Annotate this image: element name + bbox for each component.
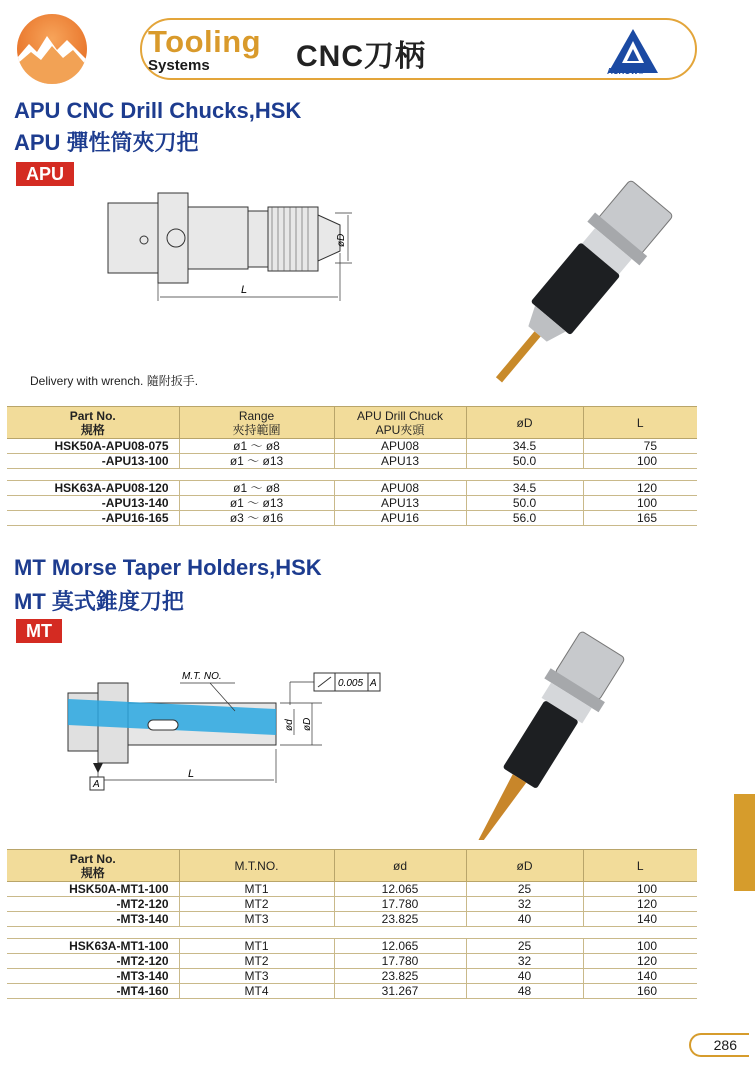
section2-badge: MT xyxy=(16,619,62,643)
col-header-part-no: Part No. 規格 xyxy=(7,407,179,439)
dim-d-label: ød xyxy=(284,719,295,731)
section1-badge: APU xyxy=(16,162,74,186)
table-cell: MT1 xyxy=(179,939,334,954)
table-row xyxy=(7,954,697,969)
table-row xyxy=(7,897,697,912)
table-cell: APU13 xyxy=(334,496,466,511)
brand-sub: Systems xyxy=(148,57,210,74)
table-cell: 50.0 xyxy=(466,496,583,511)
col-header-d: ød xyxy=(334,850,466,882)
table-row xyxy=(7,969,697,984)
spacer-cell xyxy=(466,927,583,939)
delivery-note: Delivery with wrench. 隨附扳手. xyxy=(30,374,199,388)
table-cell: 40 xyxy=(466,969,583,984)
table-cell: 25 xyxy=(466,882,583,897)
company-logo xyxy=(17,14,87,84)
table-cell: 25 xyxy=(466,939,583,954)
col-header-D-2: øD xyxy=(466,850,583,882)
table-row xyxy=(7,939,697,954)
page-number: 286 xyxy=(689,1033,749,1057)
table-cell: MT4 xyxy=(179,984,334,999)
table-cell: HSK63A-APU08-120 xyxy=(7,481,179,496)
table-row xyxy=(7,481,697,496)
table-cell: HSK50A-APU08-075 xyxy=(7,439,179,454)
col-header-L-2: L xyxy=(583,850,697,882)
table-cell: 140 xyxy=(583,912,697,927)
page-title: CNC刀柄 xyxy=(296,40,426,73)
dim-D-label: øD xyxy=(336,233,347,247)
table-cell: 165 xyxy=(583,511,697,526)
table-cell: 12.065 xyxy=(334,882,466,897)
section2-title-en: MT Morse Taper Holders,HSK xyxy=(14,555,322,580)
table-cell: 120 xyxy=(583,954,697,969)
table-cell: 120 xyxy=(583,897,697,912)
chapter-side-tab xyxy=(734,794,755,891)
table-cell: 50.0 xyxy=(466,454,583,469)
spacer-cell xyxy=(583,927,697,939)
section1-title-cn: APU 彈性筒夾刀把 xyxy=(14,130,199,155)
table-row xyxy=(7,496,697,511)
table-cell: -MT2-120 xyxy=(7,897,179,912)
table-cell: 100 xyxy=(583,882,697,897)
dim-L-label: L xyxy=(241,284,248,296)
section1-title-en: APU CNC Drill Chucks,HSK xyxy=(14,98,302,123)
table-cell: HSK63A-MT1-100 xyxy=(7,939,179,954)
spacer-cell xyxy=(179,927,334,939)
table-cell: MT3 xyxy=(179,912,334,927)
col-header-range: Range 夾持範圍 xyxy=(179,407,334,439)
table-cell: 75 xyxy=(583,439,697,454)
acrow-logo-text: ACROW® xyxy=(607,67,644,76)
table-cell: 100 xyxy=(583,939,697,954)
datum-ref: A xyxy=(370,678,377,689)
mt-no-label: M.T. NO. xyxy=(182,671,222,682)
table-cell: 120 xyxy=(583,481,697,496)
table-cell: -MT3-140 xyxy=(7,912,179,927)
table-cell: ø1 ～ ø13 xyxy=(179,454,334,469)
apu-chuck-photo xyxy=(445,165,695,385)
spacer-cell xyxy=(583,469,697,481)
table-cell: MT1 xyxy=(179,882,334,897)
table-cell: MT3 xyxy=(179,969,334,984)
table-cell: ø3 ～ ø16 xyxy=(179,511,334,526)
table-cell: 160 xyxy=(583,984,697,999)
table-row xyxy=(7,912,697,927)
col-header-D: øD xyxy=(466,407,583,439)
table-cell: APU13 xyxy=(334,454,466,469)
table-cell: 34.5 xyxy=(466,481,583,496)
col-header-part-no-2: Part No. 規格 xyxy=(7,850,179,882)
table-row xyxy=(7,511,697,526)
table-cell: 48 xyxy=(466,984,583,999)
table-cell: 100 xyxy=(583,454,697,469)
table-group-spacer xyxy=(7,469,697,481)
table-cell: -MT3-140 xyxy=(7,969,179,984)
table-cell: 31.267 xyxy=(334,984,466,999)
spacer-cell xyxy=(7,927,179,939)
table-cell: ø1 ～ ø13 xyxy=(179,496,334,511)
table-row xyxy=(7,984,697,999)
col-header-mt-no: M.T.NO. xyxy=(179,850,334,882)
table-cell: -APU16-165 xyxy=(7,511,179,526)
mt-spec-table xyxy=(7,849,697,999)
table-cell: 17.780 xyxy=(334,954,466,969)
table-cell: -MT2-120 xyxy=(7,954,179,969)
table-row xyxy=(7,882,697,897)
table-cell: MT2 xyxy=(179,954,334,969)
section2-title-cn: MT 莫式錐度刀把 xyxy=(14,589,184,614)
table-cell: -APU13-100 xyxy=(7,454,179,469)
table-cell: 32 xyxy=(466,954,583,969)
spacer-cell xyxy=(179,469,334,481)
apu-spec-table xyxy=(7,406,697,526)
dim-D2-label: øD xyxy=(302,717,313,731)
spacer-cell xyxy=(334,927,466,939)
spacer-cell xyxy=(334,469,466,481)
apu-technical-drawing xyxy=(100,185,360,305)
table-cell: 140 xyxy=(583,969,697,984)
datum-label: A xyxy=(93,779,100,790)
table-cell: 32 xyxy=(466,897,583,912)
mt-holder-photo xyxy=(400,620,650,840)
col-header-L: L xyxy=(583,407,697,439)
table-cell: APU08 xyxy=(334,481,466,496)
table-cell: 56.0 xyxy=(466,511,583,526)
table-cell: ø1 ～ ø8 xyxy=(179,481,334,496)
table-cell: APU16 xyxy=(334,511,466,526)
table-cell: MT2 xyxy=(179,897,334,912)
table-cell: 23.825 xyxy=(334,969,466,984)
table-row xyxy=(7,454,697,469)
table-cell: APU08 xyxy=(334,439,466,454)
spacer-cell xyxy=(466,469,583,481)
table-cell: -MT4-160 xyxy=(7,984,179,999)
table-cell: 23.825 xyxy=(334,912,466,927)
spacer-cell xyxy=(7,469,179,481)
col-header-chuck: APU Drill Chuck APU夾頭 xyxy=(334,407,466,439)
table-cell: -APU13-140 xyxy=(7,496,179,511)
mt-technical-drawing xyxy=(60,665,390,795)
table-cell: 34.5 xyxy=(466,439,583,454)
table-cell: 12.065 xyxy=(334,939,466,954)
table-row xyxy=(7,439,697,454)
table-cell: ø1 ～ ø8 xyxy=(179,439,334,454)
table-cell: 100 xyxy=(583,496,697,511)
dim-L2-label: L xyxy=(188,768,195,780)
table-cell: 40 xyxy=(466,912,583,927)
tolerance-value: 0.005 xyxy=(338,678,364,689)
brand-word: Tooling xyxy=(148,24,262,59)
table-cell: HSK50A-MT1-100 xyxy=(7,882,179,897)
table-cell: 17.780 xyxy=(334,897,466,912)
table-group-spacer xyxy=(7,927,697,939)
